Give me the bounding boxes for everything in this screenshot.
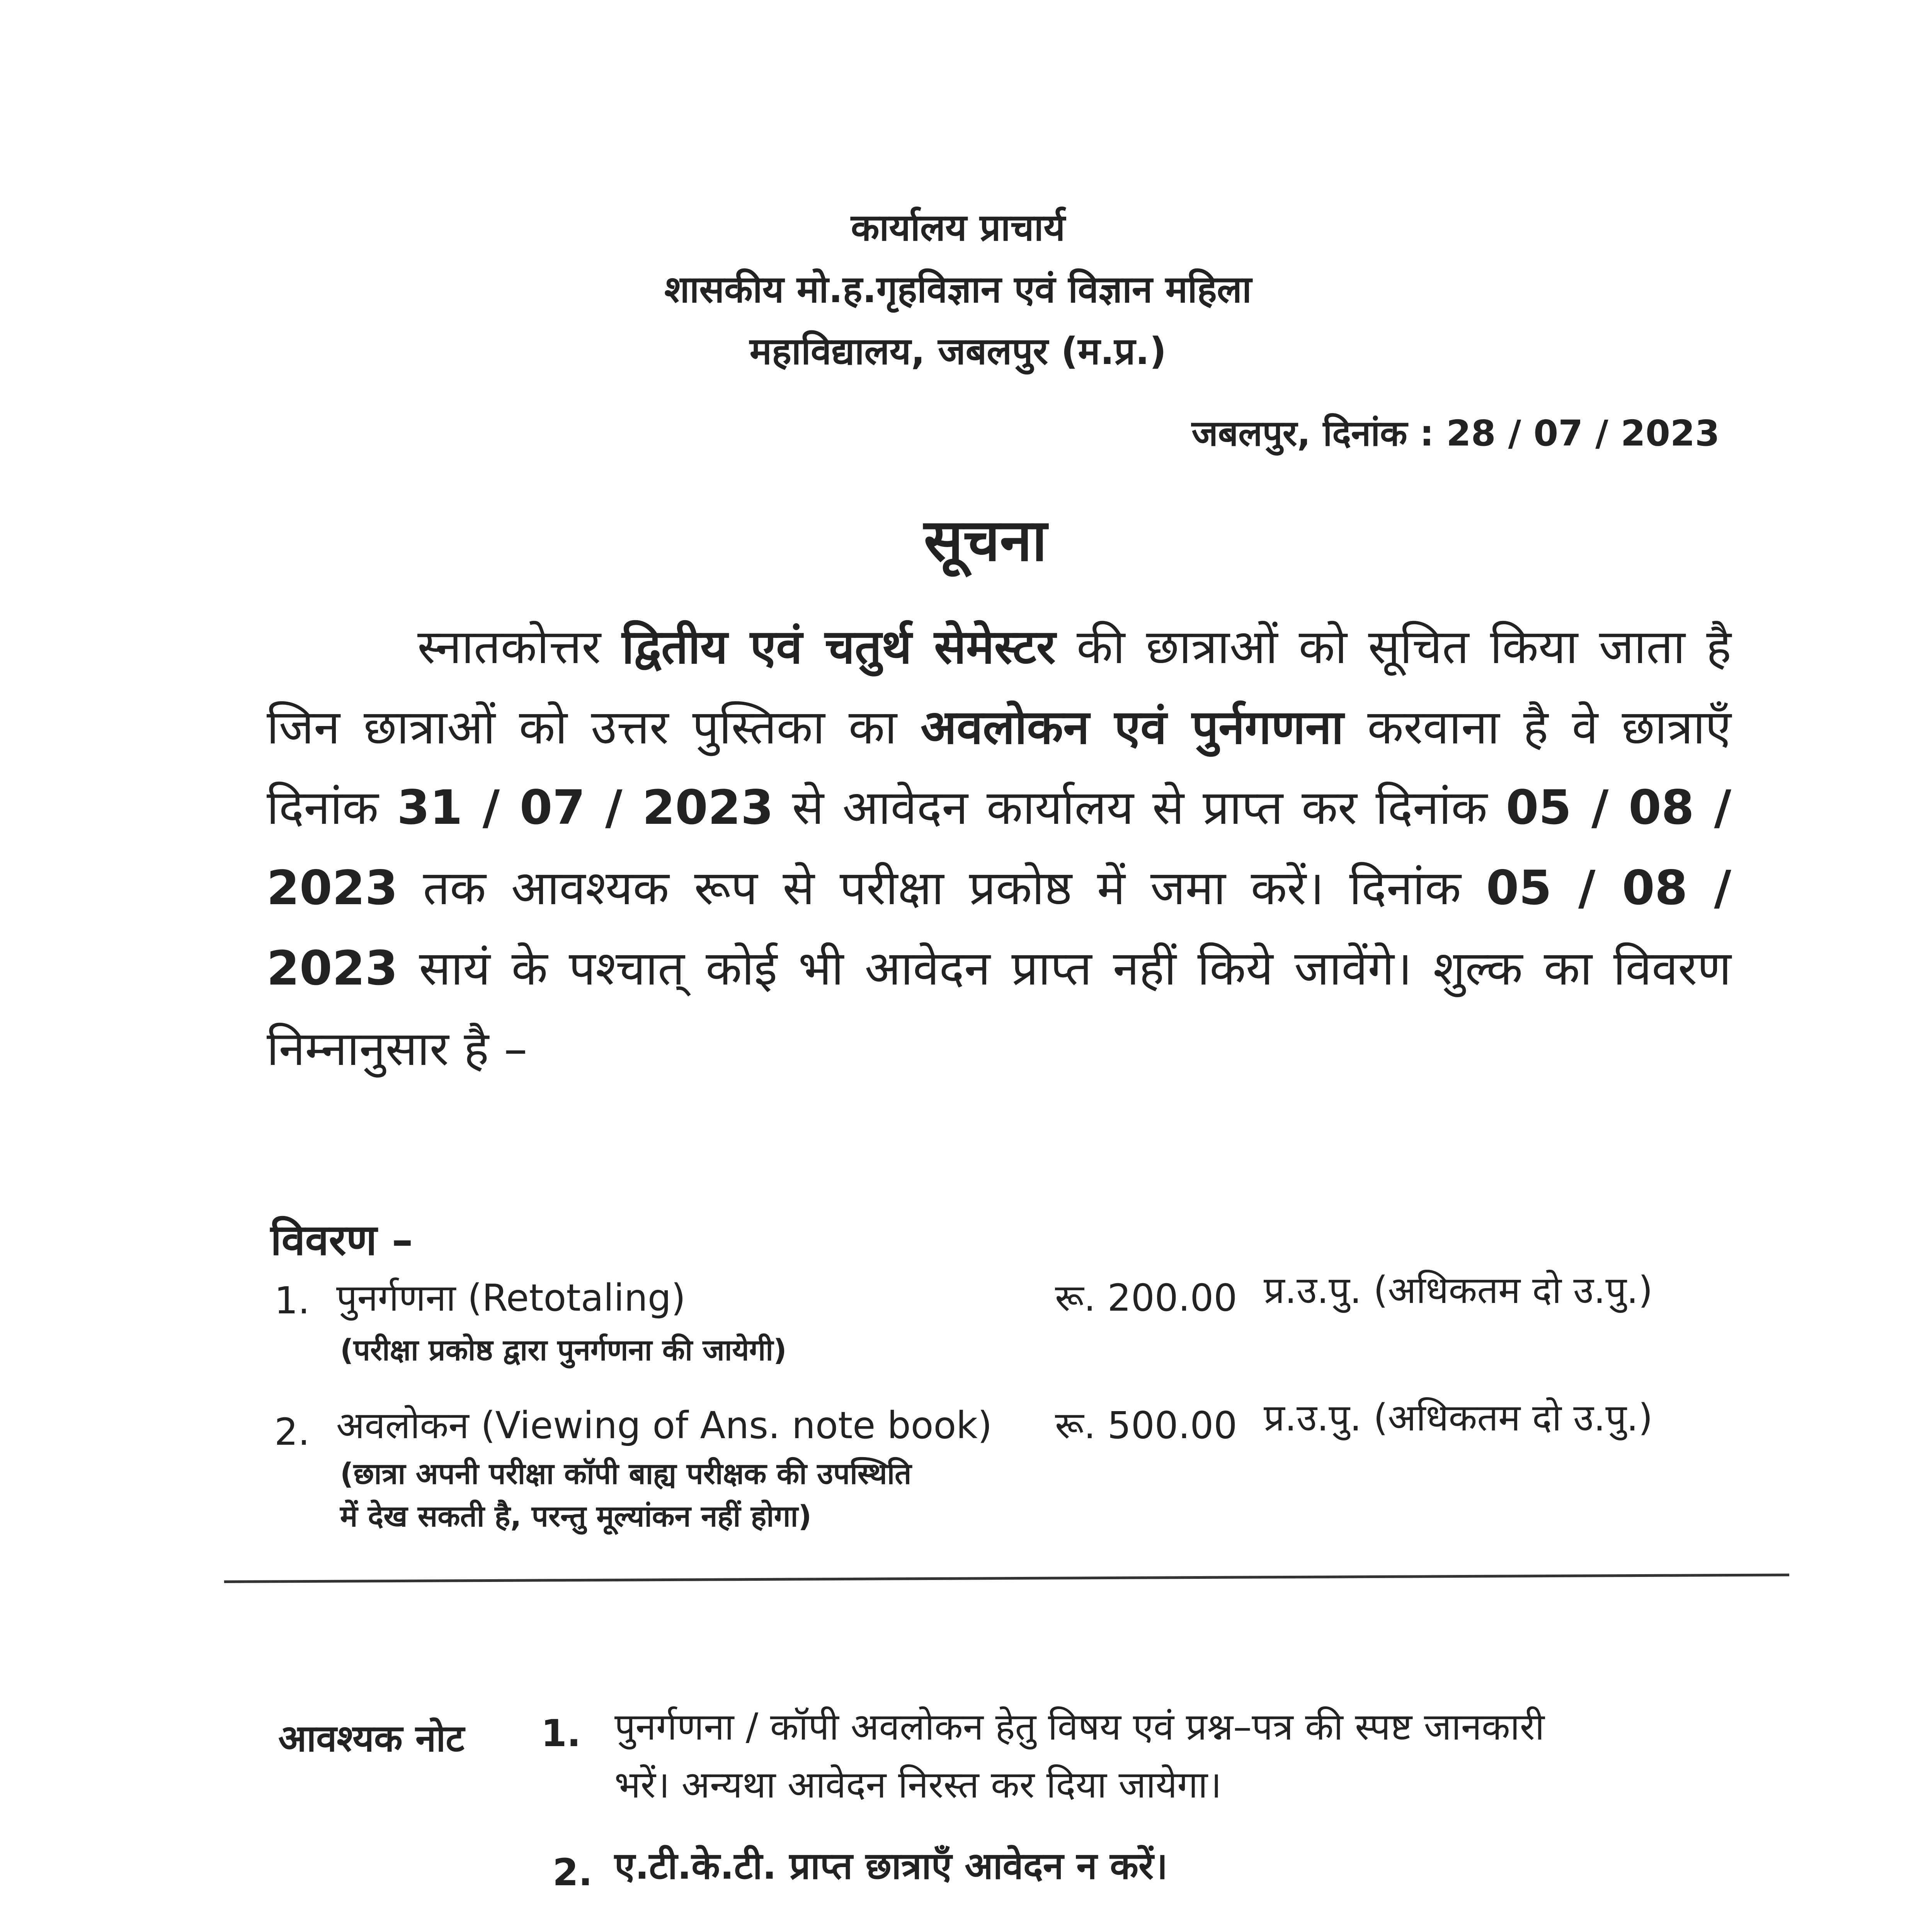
notice-body: स्नातकोत्तर द्वितीय एवं चतुर्थ सेमेस्टर की छात्राओं को सूचित किया जाता है जिन छात्राओं को उत्तर पुस्तिका का अवलोकन एवं पुर्नगणना करवाना है वे छात्राएँ दिनांक 31 / 07 / 2023 से आवेदन कार्यालय से प्राप्त कर दिनांक 05 / 08 / 2023 तक आवश्यक रूप से परीक्षा प्रकोष्ठ में जमा करें। दिनांक 05 / 08 / 2023 सायं के पश्चात् कोई भी आवेदन प्राप्त नहीं किये जावेंगे। शुल्क का विवरण निम्नानुसार है – (267, 619, 1732, 1076)
college-name-line1: शासकीय मो.ह.गृहविज्ञान एवं विज्ञान महिला (664, 268, 1252, 311)
item-2-fee: रू. 500.00 (1055, 1404, 1237, 1447)
item-1-number: 1. (274, 1279, 310, 1322)
item-1-unit: प्र.उ.पु. (अधिकतम दो उ.पु.) (1264, 1269, 1653, 1312)
item-1-fee: रू. 200.00 (1055, 1276, 1237, 1320)
notes-label: आवश्यक नोट (278, 1717, 465, 1760)
item-1-note: (परीक्षा प्रकोष्ठ द्वारा पुनर्गणना की जायेगी) (340, 1333, 787, 1367)
item-2-number: 2. (274, 1410, 310, 1454)
note-1-line2: भरें। अन्यथा आवेदन निरस्त कर दिया जायेगा। (614, 1763, 1222, 1806)
college-name-line2: महाविद्यालय, जबलपुर (म.प्र.) (749, 330, 1167, 373)
item-2-note-line1: (छात्रा अपनी परीक्षा कॉपी बाह्य परीक्षक की उपस्थिति (340, 1456, 912, 1491)
item-2-label: अवलोकन (Viewing of Ans. note book) (336, 1404, 992, 1447)
office-title: कार्यालय प्राचार्य (851, 206, 1065, 249)
note-2-number: 2. (553, 1851, 593, 1894)
item-2-note-line2: में देख सकती है, परन्तु मूल्यांकन नहीं होगा) (340, 1499, 812, 1533)
notice-title: सूचना (924, 507, 1047, 574)
date-line: जबलपुर, दिनांक : 28 / 07 / 2023 (1191, 413, 1720, 454)
note-1-number: 1. (541, 1712, 581, 1755)
section-divider (224, 1573, 1789, 1583)
item-1-label: पुनर्गणना (Retotaling) (336, 1276, 686, 1320)
details-heading: विवरण – (271, 1215, 413, 1265)
note-2-text: ए.टी.के.टी. प्राप्त छात्राएँ आवेदन न करें। (614, 1844, 1168, 1888)
note-1-line1: पुनर्गणना / कॉपी अवलोकन हेतु विषय एवं प्रश्न–पत्र की स्पष्ट जानकारी (614, 1705, 1545, 1748)
item-2-unit: प्र.उ.पु. (अधिकतम दो उ.पु.) (1264, 1396, 1653, 1439)
